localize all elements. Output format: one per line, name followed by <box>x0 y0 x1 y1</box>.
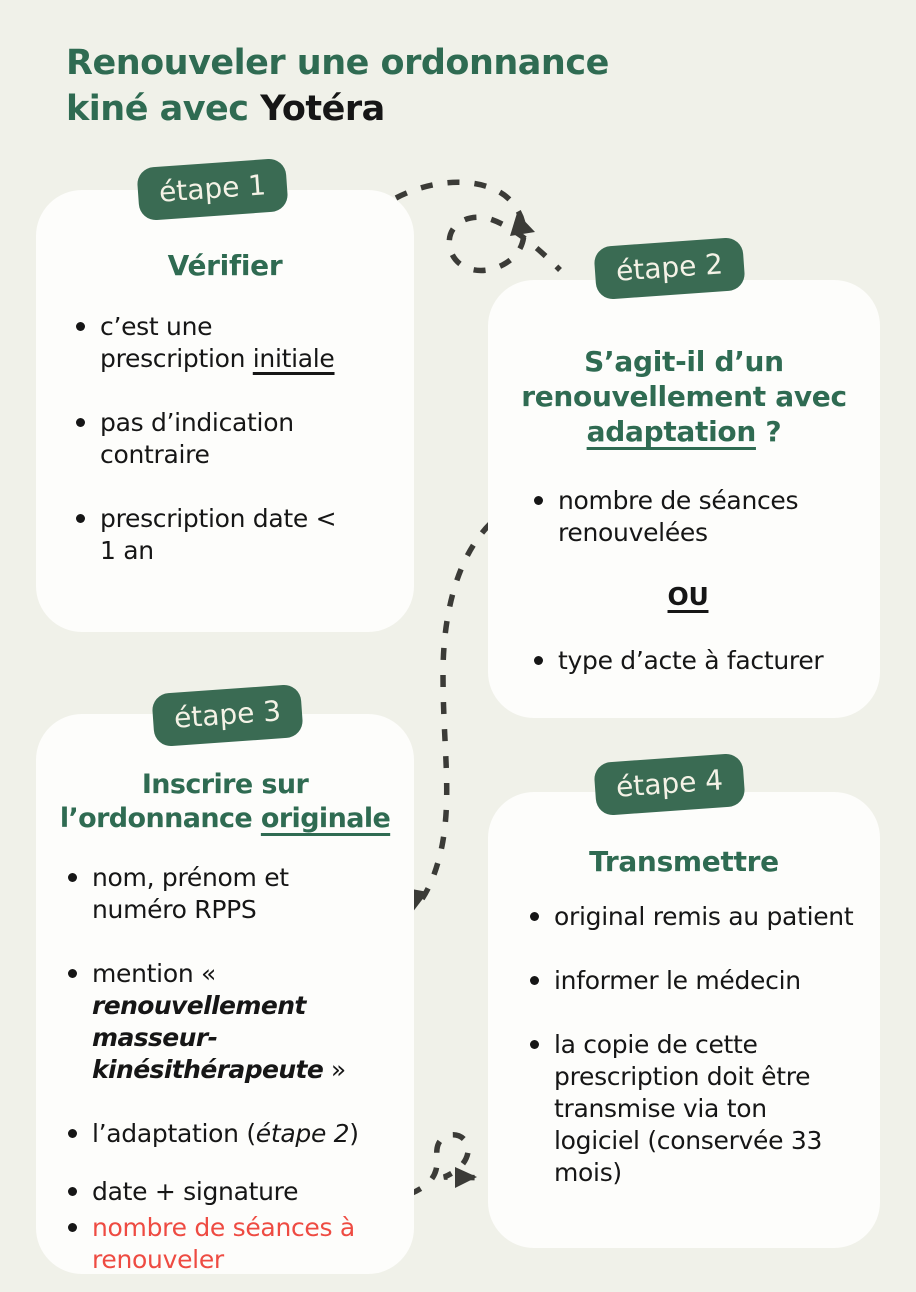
connector-step2-to-step3 <box>417 524 490 906</box>
step-3-heading <box>36 768 414 836</box>
step-4-card <box>488 763 880 1248</box>
text-segment: type d’acte à facturer <box>558 646 824 675</box>
list-item <box>66 958 392 1086</box>
title-line <box>66 40 609 86</box>
text-segment: originale <box>260 802 391 834</box>
text-segment: date + signature <box>92 1176 299 1206</box>
text-segment: renouvellement masseur-kinésithérapeute <box>92 990 324 1084</box>
text-segment: étape 2 <box>255 1118 350 1148</box>
text-segment: nombre de séances renouvelées <box>558 486 799 547</box>
page-title <box>66 40 609 132</box>
text-segment: numéro RPPS <box>92 894 257 924</box>
text-segment: l’ordonnance <box>59 802 261 834</box>
heading-line <box>587 414 782 449</box>
heading-line <box>168 248 283 283</box>
text-segment: nom, prénom et <box>92 862 289 892</box>
step-2-heading <box>488 344 880 449</box>
text-segment: la copie de cette prescription doit être transmise via ton logiciel (conservée 33 mois) <box>554 1030 823 1187</box>
text-segment: ) <box>349 1118 359 1148</box>
text-segment: Yotéra <box>260 89 385 130</box>
text-segment: Renouveler une ordonnance <box>66 43 609 83</box>
step-4-badge: étape 4 <box>593 753 745 816</box>
step-1-card <box>36 168 414 632</box>
text-segment: pas d’indication contraire <box>100 408 294 469</box>
text-segment: Transmettre <box>589 845 779 878</box>
text-segment: Vérifier <box>167 249 283 282</box>
text-segment: original remis au patient <box>554 902 854 931</box>
or-separator <box>532 581 844 613</box>
list-item <box>528 965 854 997</box>
text-segment: mention « <box>92 958 217 988</box>
text-segment: c’est une prescription <box>100 312 253 373</box>
step-2-list <box>532 485 844 677</box>
list-item <box>528 1029 854 1189</box>
list-item <box>66 1118 392 1150</box>
text-segment: initiale <box>252 344 335 373</box>
text-segment: ? <box>755 415 782 448</box>
text-segment: informer le médecin <box>554 966 801 995</box>
heading-line <box>60 802 390 836</box>
text-segment: S’agit-il d’un <box>584 345 784 378</box>
step-1-heading <box>36 248 414 283</box>
arrowhead-step4 <box>455 1167 477 1188</box>
list-item <box>532 645 844 677</box>
title-line <box>66 86 609 132</box>
step-1-list <box>74 311 358 567</box>
text-segment: OU <box>667 582 709 611</box>
connector-step3-to-step4 <box>410 1135 497 1194</box>
heading-line <box>589 844 779 879</box>
heading-line <box>521 379 847 414</box>
heading-line <box>584 344 784 379</box>
list-item <box>74 311 358 375</box>
text-segment: renouvellement avec <box>521 380 847 413</box>
step-2-card <box>488 247 880 718</box>
step-1-badge: étape 1 <box>136 158 288 221</box>
list-item <box>66 1176 392 1208</box>
step-4-heading <box>488 844 880 879</box>
list-item <box>66 862 392 926</box>
list-item <box>74 407 358 471</box>
step-4-list <box>528 901 854 1189</box>
text-segment: prescription date < 1 an <box>100 504 337 565</box>
connector-step1-to-step2 <box>396 182 560 270</box>
step-3-list <box>66 862 392 1276</box>
text-segment: nombre de séances à renouveler <box>92 1212 355 1274</box>
text-segment: Inscrire sur <box>141 769 309 800</box>
list-item <box>66 1212 392 1276</box>
step-2-badge: étape 2 <box>593 237 745 300</box>
heading-line <box>142 768 308 802</box>
text-segment: adaptation <box>586 415 756 448</box>
step-3-card <box>36 694 414 1274</box>
list-item <box>532 485 844 549</box>
list-item <box>74 503 358 567</box>
step-3-badge: étape 3 <box>151 684 303 747</box>
text-segment: » <box>323 1054 346 1084</box>
text-segment: kiné avec <box>66 89 261 130</box>
text-segment: l’adaptation ( <box>92 1118 256 1148</box>
list-item <box>528 901 854 933</box>
